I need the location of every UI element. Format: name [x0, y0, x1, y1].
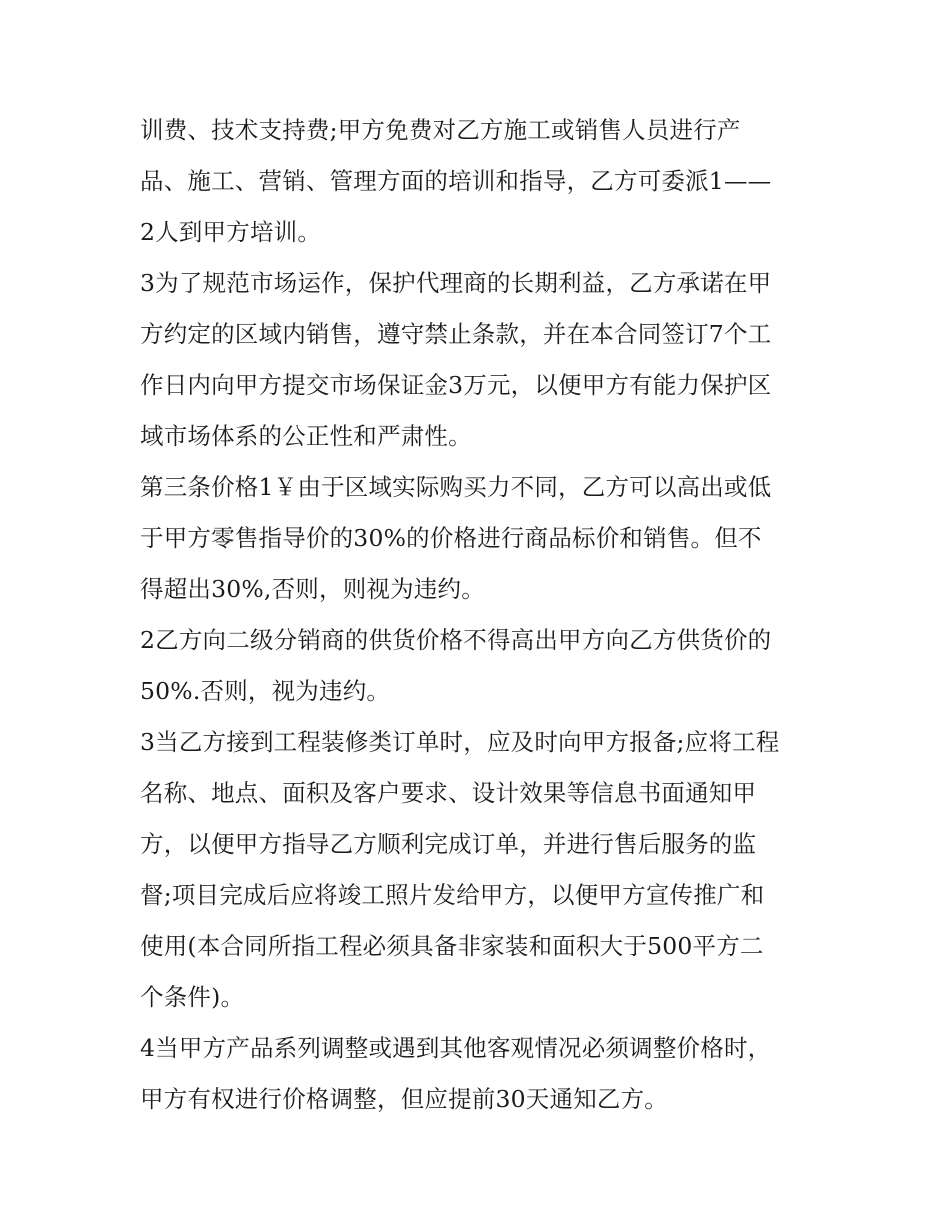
text-line-12: 50%.否则，视为违约。: [140, 677, 391, 705]
text-line-4: 3为了规范市场运作，保护代理商的长期利益，乙方承诺在甲: [140, 269, 772, 297]
text-line-19: 4当甲方产品系列调整或遇到其他客观情况必须调整价格时，: [140, 1034, 772, 1062]
text-line-18: 个条件)。: [140, 983, 245, 1011]
text-line-1: 训费、技术支持费;甲方免费对乙方施工或销售人员进行产: [140, 116, 741, 144]
text-line-16: 督;项目完成后应将竣工照片发给甲方，以便甲方宣传推广和: [140, 881, 765, 909]
text-line-20: 甲方有权进行价格调整，但应提前30天通知乙方。: [140, 1085, 669, 1113]
text-line-2: 品、施工、营销、管理方面的培训和指导，乙方可委派1——: [140, 167, 772, 195]
text-line-6: 作日内向甲方提交市场保证金3万元，以便甲方有能力保护区: [140, 371, 772, 399]
text-line-15: 方，以便甲方指导乙方顺利完成订单，并进行售后服务的监: [140, 830, 757, 858]
text-line-10: 得超出30%,否则，则视为违约。: [140, 575, 485, 603]
text-line-7: 域市场体系的公正性和严肃性。: [140, 422, 472, 450]
text-line-17: 使用(本合同所指工程必须具备非家装和面积大于500平方二: [140, 932, 764, 960]
text-line-3: 2人到甲方培训。: [140, 218, 322, 246]
contract-text-block: [140, 105, 830, 1125]
text-line-13: 3当乙方接到工程装修类订单时，应及时向甲方报备;应将工程: [140, 728, 780, 756]
text-line-5: 方约定的区域内销售，遵守禁止条款，并在本合同签订7个工: [140, 320, 772, 348]
text-line-14: 名称、地点、面积及客户要求、设计效果等信息书面通知甲: [140, 779, 757, 807]
text-line-11: 2乙方向二级分销商的供货价格不得高出甲方向乙方供货价的: [140, 626, 772, 654]
text-line-8: 第三条价格1￥由于区域实际购买力不同，乙方可以高出或低: [140, 473, 772, 501]
text-line-9: 于甲方零售指导价的30%的价格进行商品标价和销售。但不: [140, 524, 762, 552]
